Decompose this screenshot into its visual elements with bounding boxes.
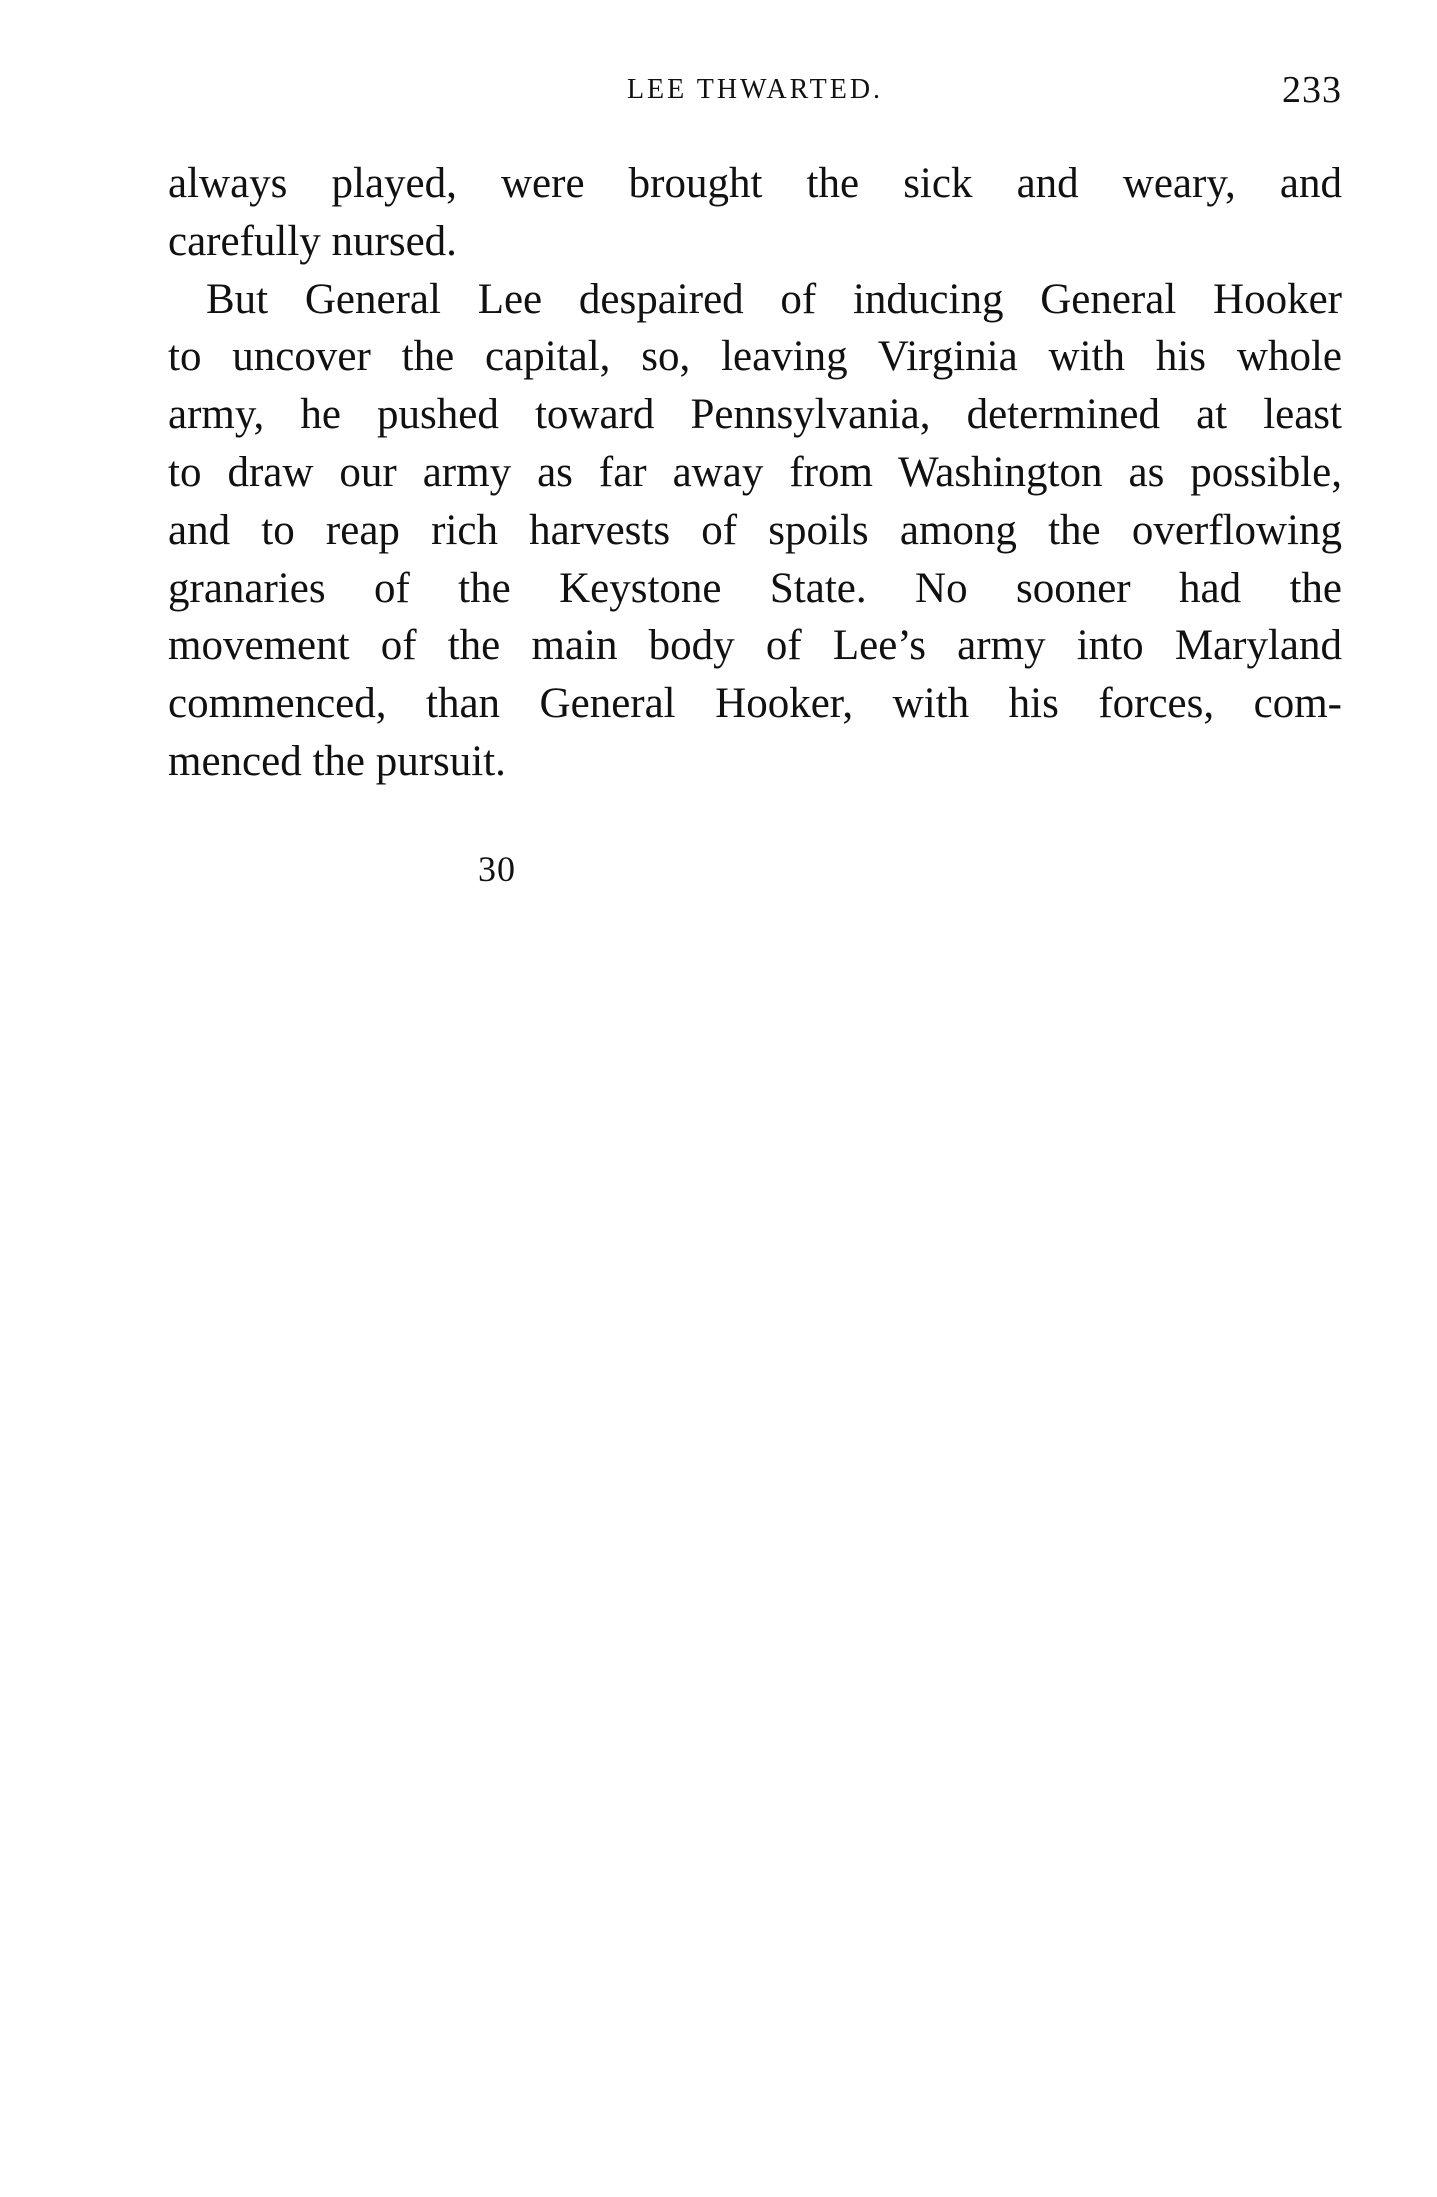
text-line: menced the pursuit. [168, 737, 506, 785]
text-line: always played, were brought the sick and weary, and [168, 160, 1342, 207]
text-line: and to reap rich harvests of spoils among the overflowing [168, 506, 1342, 554]
text-line: to draw our army as far away from Washington as possible, [168, 448, 1342, 496]
page-number: 233 [1282, 69, 1342, 111]
text-line: army, he pushed toward Pennsylvania, determined at least [168, 391, 1342, 439]
signature-mark: 30 [478, 849, 516, 889]
text-line: movement of the main body of Lee’s army into Maryland [168, 622, 1342, 670]
running-title: LEE THWARTED. [626, 74, 884, 105]
text-line: to uncover the capital, so, leaving Virginia with his whole [168, 333, 1342, 381]
text-line: granaries of the Keystone State. No sooner had the [168, 564, 1342, 612]
text-line: carefully nursed. [168, 217, 457, 265]
text-line: commenced, than General Hooker, with his forces, com- [168, 680, 1342, 728]
text-line: But General Lee despaired of inducing General Hooker [206, 275, 1342, 323]
body-text [168, 155, 1342, 791]
running-head [168, 68, 1342, 112]
